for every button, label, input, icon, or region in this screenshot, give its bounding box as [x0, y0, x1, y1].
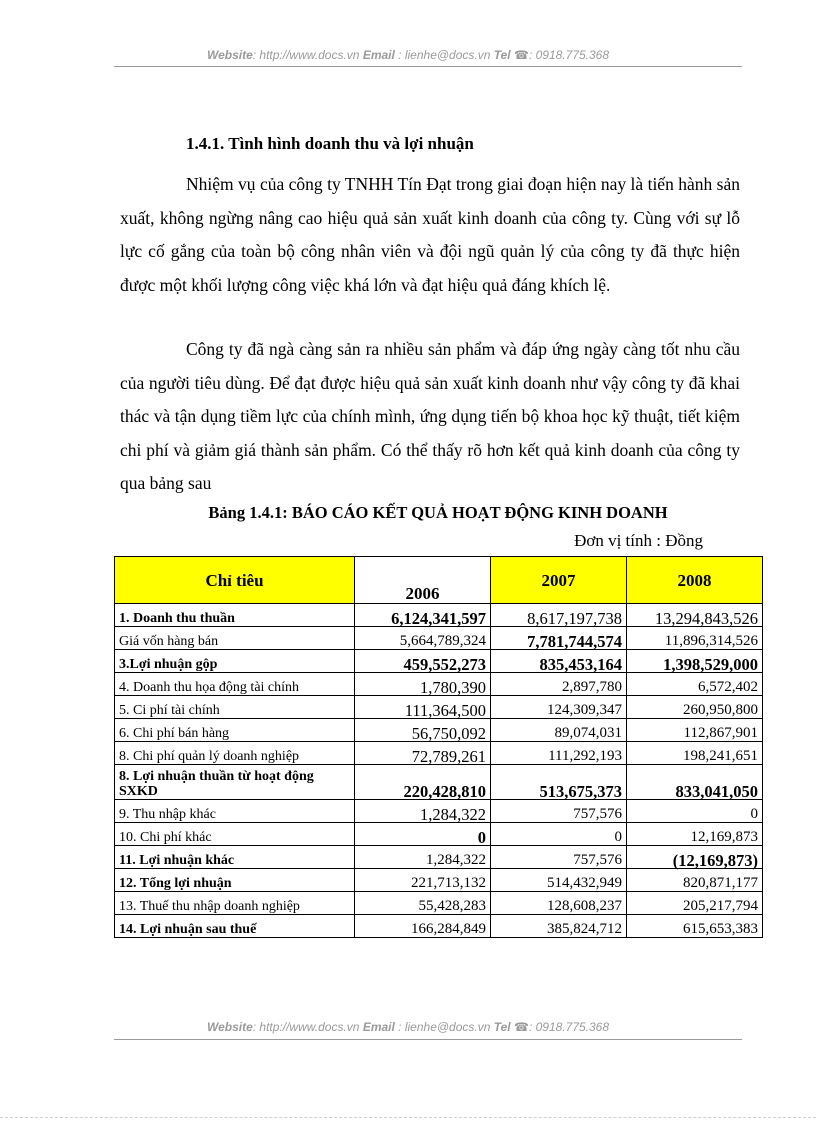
phone-icon: ☎: [514, 48, 529, 62]
cell-2008: 13,294,843,526: [627, 604, 763, 627]
header-website-value[interactable]: : http://www.docs.vn: [252, 48, 360, 62]
row-label: 8. Chi phí quản lý doanh nghiệp: [115, 742, 355, 765]
table-row: [115, 627, 763, 650]
cell-2007: 124,309,347: [491, 696, 627, 719]
cell-2007: 513,675,373: [491, 765, 627, 800]
footer-tel-label: Tel: [493, 1020, 511, 1034]
table-unit: Đơn vị tính : Đồng: [574, 531, 703, 550]
table-row: [115, 650, 763, 673]
cell-2007: 835,453,164: [491, 650, 627, 673]
table-row: [115, 742, 763, 765]
cell-2007: 757,576: [491, 800, 627, 823]
table-row: [115, 765, 763, 800]
phone-icon: ☎: [514, 1020, 529, 1034]
cell-2007: 89,074,031: [491, 719, 627, 742]
cell-2006: 1,284,322: [355, 800, 491, 823]
header-website-label: Website: [206, 48, 253, 62]
cell-2007: 2,897,780: [491, 673, 627, 696]
table-header-row: [115, 557, 763, 604]
table-row: [115, 915, 763, 938]
cell-2007: 514,432,949: [491, 869, 627, 892]
footer-website-value[interactable]: : http://www.docs.vn: [252, 1020, 360, 1034]
cell-2008: 260,950,800: [627, 696, 763, 719]
cell-2006: 56,750,092: [355, 719, 491, 742]
cell-2007: 7,781,744,574: [491, 627, 627, 650]
section-heading: 1.4.1. Tình hình doanh thu và lợi nhuận: [186, 134, 474, 153]
table-row: [115, 719, 763, 742]
row-label: 10. Chi phí khác: [115, 823, 355, 846]
column-header-2008: 2008: [627, 557, 763, 604]
row-label: Giá vốn hàng bán: [115, 627, 355, 650]
cell-2007: 385,824,712: [491, 915, 627, 938]
cell-2008: (12,169,873): [627, 846, 763, 869]
row-label: 14. Lợi nhuận sau thuế: [115, 915, 355, 938]
business-report-table: [114, 556, 763, 938]
table-row: [115, 696, 763, 719]
row-label: 6. Chi phí bán hàng: [115, 719, 355, 742]
cell-2008: 6,572,402: [627, 673, 763, 696]
cell-2008: 615,653,383: [627, 915, 763, 938]
table-row: [115, 800, 763, 823]
cell-2006: 1,284,322: [355, 846, 491, 869]
cell-2007: 757,576: [491, 846, 627, 869]
footer-website-label: Website: [206, 1020, 253, 1034]
cell-2008: 0: [627, 800, 763, 823]
column-header-indicator: Chỉ tiêu: [115, 557, 355, 604]
column-header-2007: 2007: [491, 557, 627, 604]
footer-tel-value: : 0918.775.368: [528, 1020, 610, 1034]
cell-2006: 459,552,273: [355, 650, 491, 673]
column-header-2006: 2006: [355, 557, 491, 604]
cell-2008: 833,041,050: [627, 765, 763, 800]
footer-rule: [114, 1039, 742, 1040]
header-email-label: Email: [362, 48, 395, 62]
cell-2008: 205,217,794: [627, 892, 763, 915]
paragraph-1: Nhiệm vụ của công ty TNHH Tín Đạt trong giai đoạn hiện nay là tiến hành sản xuất, không ngừng nâng cao hiệu quả sản xuất kinh doanh của công ty. Cùng với sự lỗ lực cố gắng của toàn bộ công nhân viên và đội ngũ quản lý của công ty đã thực hiện được một khối lượng công việc khá lớn và đạt hiệu quả đáng khích lệ.: [120, 174, 740, 295]
cell-2008: 1,398,529,000: [627, 650, 763, 673]
row-label: 3.Lợi nhuận gộp: [115, 650, 355, 673]
cell-2006: 0: [355, 823, 491, 846]
cell-2006: 111,364,500: [355, 696, 491, 719]
header-email-value[interactable]: : lienhe@docs.vn: [398, 48, 491, 62]
cell-2006: 1,780,390: [355, 673, 491, 696]
row-label: 9. Thu nhập khác: [115, 800, 355, 823]
row-label: 1. Doanh thu thuần: [115, 604, 355, 627]
cell-2008: 11,896,314,526: [627, 627, 763, 650]
page-header: [0, 48, 816, 62]
footer-email-value[interactable]: : lienhe@docs.vn: [398, 1020, 491, 1034]
table-row: [115, 869, 763, 892]
header-rule: [114, 66, 742, 67]
header-tel-label: Tel: [493, 48, 511, 62]
cell-2007: 128,608,237: [491, 892, 627, 915]
row-label: 13. Thuế thu nhập doanh nghiệp: [115, 892, 355, 915]
paragraph-2: Công ty đã ngà càng sản ra nhiều sản phẩm và đáp ứng ngày càng tốt nhu cầu của người tiêu dùng. Để đạt được hiệu quả sản xuất kinh doanh như vậy công ty đã khai thác và tận dụng tiềm lực của chính mình, ứng dụng tiến bộ khoa học kỹ thuật, tiết kiệm chi phí và giảm giá thành sản phẩm. Có thể thấy rõ hơn kết quả kinh doanh của công ty qua bảng sau: [120, 339, 740, 493]
cell-2007: 8,617,197,738: [491, 604, 627, 627]
page-break-line: [0, 1117, 816, 1118]
page-footer: [0, 1020, 816, 1034]
footer-email-label: Email: [362, 1020, 395, 1034]
cell-2006: 166,284,849: [355, 915, 491, 938]
table-row: [115, 673, 763, 696]
cell-2008: 112,867,901: [627, 719, 763, 742]
cell-2008: 198,241,651: [627, 742, 763, 765]
cell-2006: 220,428,810: [355, 765, 491, 800]
table-row: [115, 892, 763, 915]
cell-2008: 12,169,873: [627, 823, 763, 846]
cell-2006: 6,124,341,597: [355, 604, 491, 627]
cell-2008: 820,871,177: [627, 869, 763, 892]
table-row: [115, 823, 763, 846]
table-row: [115, 846, 763, 869]
row-label: 11. Lợi nhuận khác: [115, 846, 355, 869]
row-label: 5. Ci phí tài chính: [115, 696, 355, 719]
table-row: [115, 604, 763, 627]
cell-2006: 221,713,132: [355, 869, 491, 892]
cell-2006: 72,789,261: [355, 742, 491, 765]
cell-2007: 111,292,193: [491, 742, 627, 765]
row-label: 8. Lợi nhuận thuần từ hoạt động SXKD: [115, 765, 355, 800]
header-tel-value: : 0918.775.368: [528, 48, 610, 62]
cell-2006: 55,428,283: [355, 892, 491, 915]
cell-2006: 5,664,789,324: [355, 627, 491, 650]
row-label: 12. Tổng lợi nhuận: [115, 869, 355, 892]
table-caption: Bảng 1.4.1: BÁO CÁO KẾT QUẢ HOẠT ĐỘNG KINH DOANH: [208, 503, 668, 522]
cell-2007: 0: [491, 823, 627, 846]
row-label: 4. Doanh thu họa động tài chính: [115, 673, 355, 696]
